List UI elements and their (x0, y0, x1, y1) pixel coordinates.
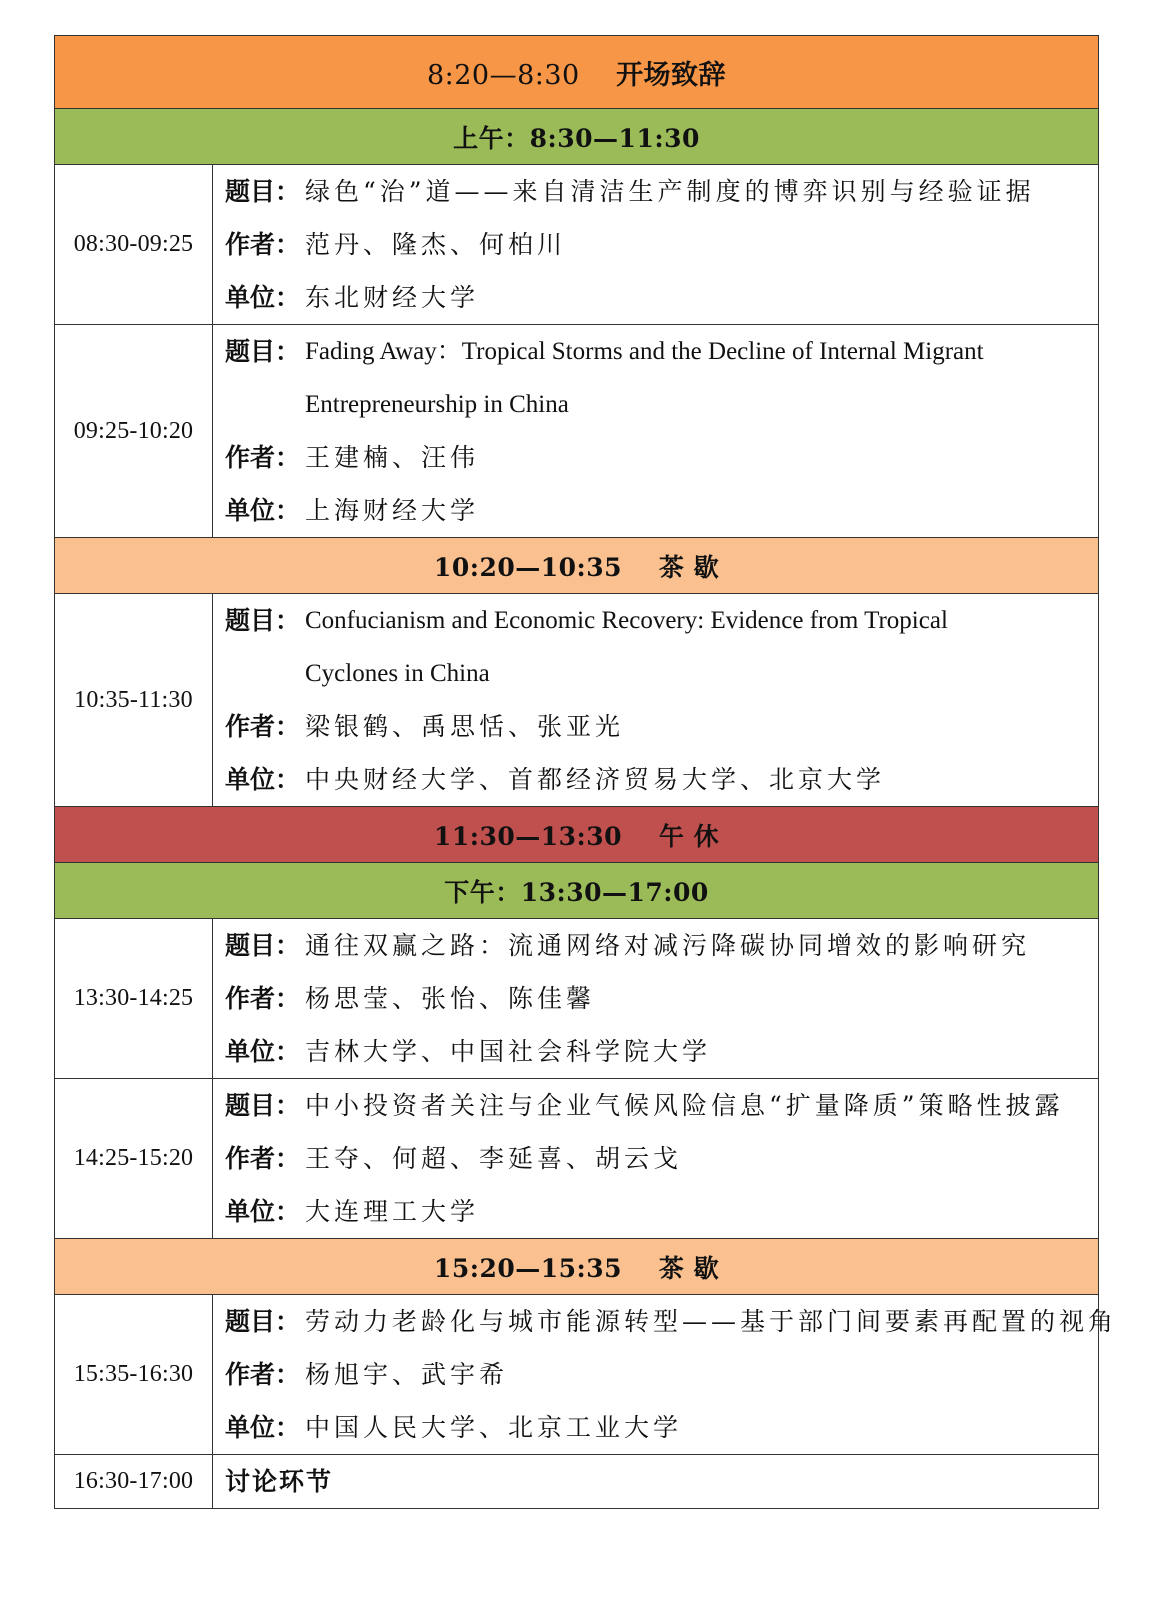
talk-time: 13:30-14:25 (55, 919, 213, 1079)
morning-header: 上午：8:30—11:30 (55, 109, 1099, 165)
author-label: 作者： (225, 984, 301, 1013)
title-label: 题目： (225, 931, 301, 960)
talk-unit-line (225, 1025, 1088, 1078)
author-label: 作者： (225, 443, 301, 472)
talk-row (55, 594, 1099, 807)
tea-break-row (55, 538, 1099, 594)
talk-title-cont: Entrepreneurship in China (305, 391, 569, 418)
talk-title: 绿色“治”道——来自清洁生产制度的博弈识别与经验证据 (305, 177, 1035, 206)
talk-author-line (225, 218, 1088, 271)
discussion-line (225, 1455, 1088, 1508)
tea-break-text: 茶 歇 (658, 1253, 720, 1283)
unit-label: 单位： (225, 283, 301, 312)
talk-time: 10:35-11:30 (55, 594, 213, 807)
talk-row (55, 325, 1099, 538)
talk-title-line (225, 919, 1088, 972)
talk-title: Fading Away：Tropical Storms and the Decline of Internal Migrant (305, 338, 984, 365)
talk-title-continuation (225, 647, 1088, 700)
talk-title-cont: Cyclones in China (305, 660, 490, 687)
talk-title-line (225, 1295, 1118, 1348)
lunch-banner (55, 807, 1099, 863)
talk-unit-line (225, 271, 1088, 324)
discussion-time: 16:30-17:00 (55, 1455, 213, 1509)
talk-time: 09:25-10:20 (55, 325, 213, 538)
tea-break-banner (55, 538, 1099, 594)
talk-authors: 杨思莹、张怡、陈佳馨 (305, 984, 596, 1013)
lunch-time: 11:30—13:30 (433, 821, 623, 851)
talk-unit: 大连理工大学 (305, 1197, 480, 1226)
author-label: 作者： (225, 1360, 301, 1389)
schedule-table (54, 35, 1118, 1509)
title-label: 题目： (225, 606, 301, 635)
title-label: 题目： (225, 1307, 301, 1336)
talk-author-line (225, 972, 1088, 1025)
opening-row (55, 36, 1099, 109)
unit-label: 单位： (225, 496, 301, 525)
talk-title-line (225, 1079, 1088, 1132)
talk-detail (213, 919, 1099, 1079)
afternoon-header: 下午：13:30—17:00 (55, 863, 1099, 919)
talk-title: 中小投资者关注与企业气候风险信息“扩量降质”策略性披露 (305, 1091, 1064, 1120)
author-label: 作者： (225, 230, 301, 259)
lunch-text: 午 休 (658, 821, 720, 851)
morning-header-row (55, 109, 1099, 165)
talk-title: 通往双赢之路：流通网络对减污降碳协同增效的影响研究 (305, 931, 1031, 960)
talk-detail (213, 165, 1099, 325)
tea-break-row (55, 1239, 1099, 1295)
talk-detail (213, 1295, 1118, 1455)
tea-break-time: 10:20—10:35 (433, 552, 623, 582)
talk-unit: 上海财经大学 (305, 496, 480, 525)
title-label: 题目： (225, 1091, 301, 1120)
talk-unit: 中国人民大学、北京工业大学 (305, 1413, 683, 1442)
author-label: 作者： (225, 712, 301, 741)
talk-detail (213, 325, 1099, 538)
talk-author-line (225, 1348, 1088, 1401)
talk-title-line (225, 594, 1088, 647)
talk-unit-line (225, 1185, 1088, 1238)
unit-label: 单位： (225, 765, 301, 794)
opening-time: 8:20—8:30 (426, 59, 580, 91)
unit-label: 单位： (225, 1413, 301, 1442)
talk-detail (213, 1079, 1099, 1239)
talk-title: Confucianism and Economic Recovery: Evidence from Tropical (305, 607, 948, 634)
talk-authors: 杨旭宇、武宇希 (305, 1360, 509, 1389)
talk-unit: 东北财经大学 (305, 283, 480, 312)
talk-title-line (225, 325, 1088, 378)
talk-author-line (225, 700, 1088, 753)
talk-unit-line (225, 1401, 1088, 1454)
talk-time: 08:30-09:25 (55, 165, 213, 325)
afternoon-header-row (55, 863, 1099, 919)
talk-unit-line (225, 753, 1088, 806)
opening-banner (55, 36, 1099, 109)
lunch-row (55, 807, 1099, 863)
talk-detail (213, 594, 1099, 807)
discussion-detail (213, 1455, 1099, 1509)
talk-unit: 中央财经大学、首都经济贸易大学、北京大学 (305, 765, 886, 794)
tea-break-banner (55, 1239, 1099, 1295)
talk-unit: 吉林大学、中国社会科学院大学 (305, 1037, 712, 1066)
title-label: 题目： (225, 177, 301, 206)
talk-row (55, 165, 1099, 325)
unit-label: 单位： (225, 1197, 301, 1226)
title-label: 题目： (225, 337, 301, 366)
tea-break-time: 15:20—15:35 (433, 1253, 623, 1283)
talk-row (55, 919, 1099, 1079)
talk-author-line (225, 1132, 1088, 1185)
talk-authors: 范丹、隆杰、何柏川 (305, 230, 567, 259)
talk-authors: 王建楠、汪伟 (305, 443, 480, 472)
talk-row (55, 1295, 1099, 1455)
unit-label: 单位： (225, 1037, 301, 1066)
talk-title: 劳动力老龄化与城市能源转型——基于部门间要素再配置的视角 (305, 1307, 1118, 1336)
opening-text: 开场致辞 (616, 59, 727, 91)
talk-author-line (225, 431, 1088, 484)
discussion-row (55, 1455, 1099, 1509)
author-label: 作者： (225, 1144, 301, 1173)
tea-break-text: 茶 歇 (658, 552, 720, 582)
talk-row (55, 1079, 1099, 1239)
talk-authors: 梁银鹤、禹思恬、张亚光 (305, 712, 625, 741)
talk-title-continuation (225, 378, 1088, 431)
talk-authors: 王夺、何超、李延喜、胡云戈 (305, 1144, 683, 1173)
talk-time: 15:35-16:30 (55, 1295, 213, 1455)
discussion-text: 讨论环节 (225, 1467, 334, 1496)
talk-unit-line (225, 484, 1088, 537)
talk-title-line (225, 165, 1088, 218)
talk-time: 14:25-15:20 (55, 1079, 213, 1239)
